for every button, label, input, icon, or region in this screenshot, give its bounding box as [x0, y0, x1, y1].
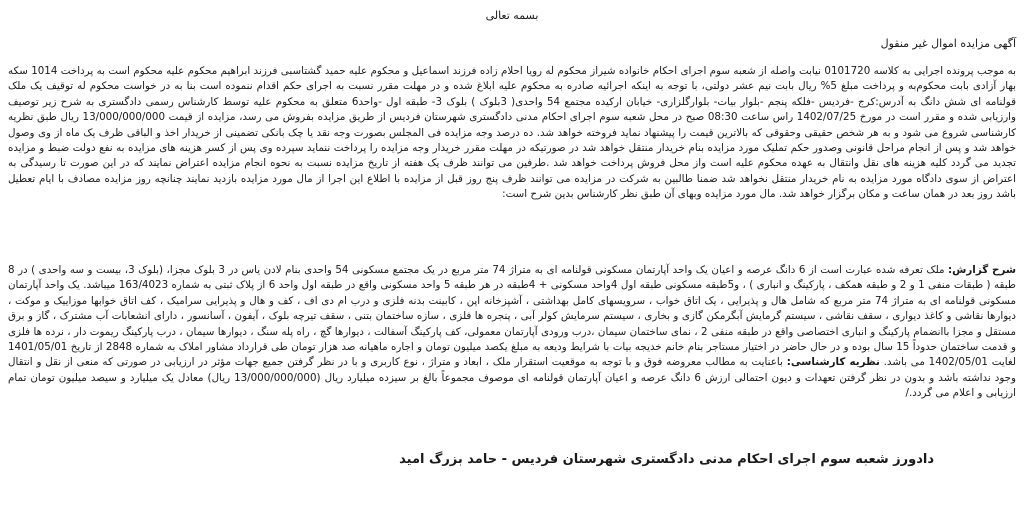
expert-text: باعنایت به مطالب معروضه فوق و با توجه به موقعیت استقرار ملک ، ابعاد و متراژ ، نوع کاربری و با در نظر گرفتن جمیع جهات مؤثر در ارزیابی در صورتی که منعی از نقل و انتقال وجود نداشته باشد و بدون در نظر گرفتن تعهدات و دیون احتمالی ارزش 6 دانگ عرصه و اعیان آپارتمان قولنامه ای موصوف مجموعاً بالغ بر سیزده میلیارد ریال (13/000/000/000 ریال) معادل یک میلیارد و سیصد میلیون تومان تمام ارزیابی و اعلام می گردد./: [8, 356, 1017, 400]
main-paragraph: به موجب پرونده اجرایی به کلاسه 0101720 نیابت واصله از شعبه سوم اجرای احکام خانواده شیراز محکوم له رویا احلام زاده فرزند اسماعیل و محکوم علیه حمید گشتاسبی فرزند ابراهیم محکوم علیه محکوم است به پرداخت 1014 سکه بهار آزادی بابت محکوم‌به و پرداخت مبلغ 5% ریال بابت نیم عشر دولتی، با توجه به اینکه اجرائیه صادره به محکوم علیه ابلاغ شده و در مهلت مقرر نسبت به اجرای حکم اقدام ننموده است بنا به در خواست محکوم له توقیف یک ملک قولنامه ای شش دانگ به آدرس:کرج -فردیس -فلکه پنجم -بلوار بیات- بلوارگلزاری- خیابان ارکیده مجتمع 54 واحدی( 3بلوک ) بلوک 3- طبقه اول -واحد6 متعلق به محکوم علیه توسط کارشناس رسمی دادگستری به شرح زیر توصیف وارزیابی شده و مقرر است در مورخ 1402/07/25 راس ساعت 08:30 صبح در محل شعبه سوم اجرای احکام مدنی دادگستری شهرستان فردیس از طریق مزایده بفروش می رسد، مزایده از قیمت 13/000/000/000 ریال طبق نظریه کارشناسی شروع می شود و به هر شخص حقیقی وحقوقی که بالاترین قیمت را پیشنهاد نماید فروخته خواهد شد. ده درصد وجه مزایده فی المجلس بصورت وجه نقد یا چک بانکی تضمینی از خریدار اخذ و الباقی ظرف یک ماه از وی وصول خواهد شد و پس از انجام مراحل قانونی وصدور حکم تملیک مورد مزایده بنام خریدار منتقل خواهد شد در صورتیکه در مهلت مقرر خریدار وجه مزایده را پرداخت ننماید سپرده وی پس از کسر هزینه های مزایده به نفع دولت ضبط و مزایده تجدید می گردد کلیه هزینه های نقل وانتقال به عهده محکوم علیه است واز محل فروش پرداخت خواهد شد .طرفین می توانند ظرف یک هفته از تاریخ مزایده نسبت به نحوه انجام مزایده اعتراض نمایند که در این صورت تا رسیدگی به اعتراض از سوی دادگاه مورد مزایده به نام خریدار منتقل نخواهد شد ضمنا طالبین به شرکت در مزایده می توانند ظرف پنج روز قبل از مزایده با اطلاع این اجرا از مال مورد مزایده بازدید نمایند چنانچه روز مزایده مصادف با ایام تعطیل باشد روز بعد در همان ساعت و مکان برگزار خواهد شد. مال مورد مزایده وبهای آن طبق نظر کارشناس بدین شرح است:: [8, 65, 1017, 201]
report-label: شرح گزارش:: [948, 264, 1016, 276]
report-paragraph: [8, 263, 1016, 402]
notice-title: آگهی مزایده اموال غیر منقول: [880, 37, 1016, 50]
report-text: ملک تعرفه شده عبارت است از 6 دانگ عرصه و اعیان یک واحد آپارتمان مسکونی قولنامه ای به متراژ 74 متر مربع در یک مجتمع مسکونی 54 واحدی بنام لادن یاس در 3 بلوک مجزا، (بلوک 3، بیست و سه واحدی ) در 8 طبقه ( طبقات منفی 1 و 2 و طبقه همکف ، پارکینگ و انباری ) ، و5طبقه مسکونی طبقه اول 4واحد مسکونی + 4طبقه در هر طبقه 5 واحد مسکونی واقع در طبقه اول واحد 6 از پلاک ثبتی به شماره 163/4023 میباشد. یک واحد آپارتمان مسکونی قولنامه ای به متراژ 74 متر مربع که شامل هال و پذیرایی ، یک اتاق خواب ، سرویسهای کامل بهداشتی ، آشپزخانه اپن ، کابینت بدنه فلزی و درب ام دی اف ، کف و هال و پذیرایی سرامیک ، کف اتاق خوابها موزاییک و موکت ، دیوارها نقاشی و کاغذ دیواری ، سقف نقاشی ، سیستم گرمایش آبگرمکن گازی و بخاری ، سیستم سرمایش کولر آبی ، پنجره ها فلزی ، سازه ساختمان بتنی ، سقف تیرچه بلوک ، آیفون ، آسانسور ، دارای انشعابات آب مشترک ، گاز و برق مستقل و مجزا باانضمام پارکینگ و انباری اختصاصی واقع در طبقه منفی 2 ، نمای ساختمان سیمان ،درب ورودی آپارتمان معمولی، کف پارکینگ آسفالت ، دیوارها گچ ، راه پله سنگ ، دیوارها سیمان ، درب پارکینگ ریموت دار ، نرده ها فلزی و قدمت ساختمان حدوداً 15 سال بوده و در حال حاضر در اختیار مستاجر بنام خانم خدیجه بیات با شرایط ودیعه به مبلغ یکصد میلیون تومان و اجاره ماهیانه صد هزار تومان طی قرارداد مشاور املاک به شماره 2848 از تاریخ 1401/05/01 لغایت 1402/05/01 می باشد.: [8, 264, 1017, 369]
signature-line: دادورز شعبه سوم اجرای احکام مدنی دادگستری شهرستان فردیس - حامد بزرگ امید: [399, 452, 934, 467]
expert-label: نظریه کارشناسی:: [786, 356, 880, 369]
invocation-heading: بسمه تعالی: [485, 9, 539, 22]
